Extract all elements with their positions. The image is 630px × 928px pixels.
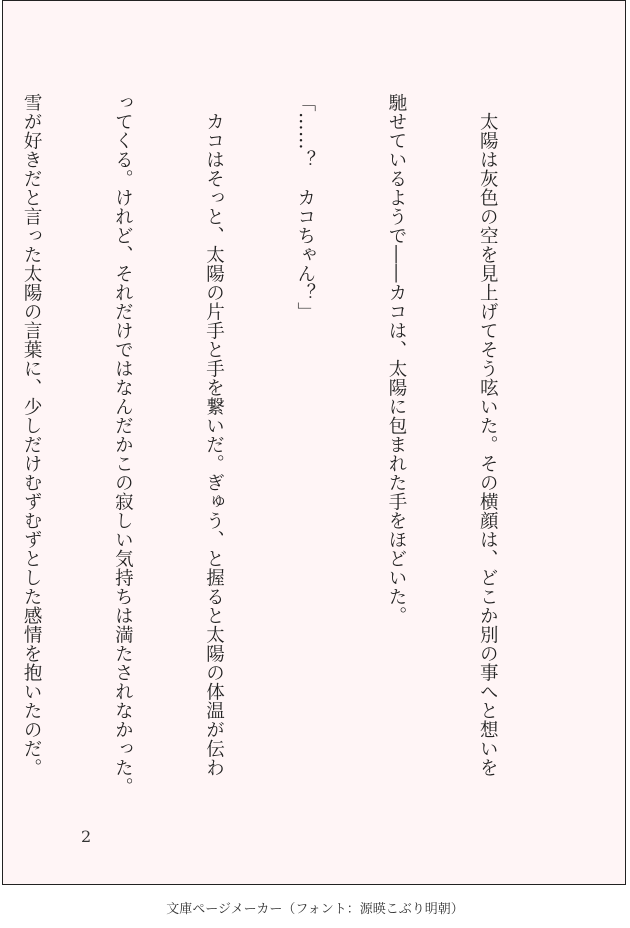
book-page: [2, 0, 626, 885]
text-line: 「……？ カコちゃん？」: [294, 93, 316, 321]
page-number: 2: [81, 827, 92, 846]
footer-credit: 文庫ページメーカー（フォント：源暎こぶり明朝）: [166, 902, 464, 917]
text-line: カコはそっと、太陽の片手と手を繋いだ。ぎゅう、と握ると太陽の体温が伝わ: [203, 93, 225, 777]
text-line: ってくる。けれど、それだけではなんだかこの寂しい気持ちは満たされなかった。: [112, 93, 134, 796]
text-line: 太陽は灰色の空を見上げてそう呟いた。その横顔は、どこか別の事へと想いを: [477, 93, 499, 777]
text-line: 雪が好きだと言った太陽の言葉に、少しだけむずむずとした感情を抱いたのだ。: [21, 93, 43, 777]
vertical-text-body: [0, 93, 563, 796]
text-line: 馳せているようで――カコは、太陽に包まれた手をほどいた。: [385, 93, 407, 625]
